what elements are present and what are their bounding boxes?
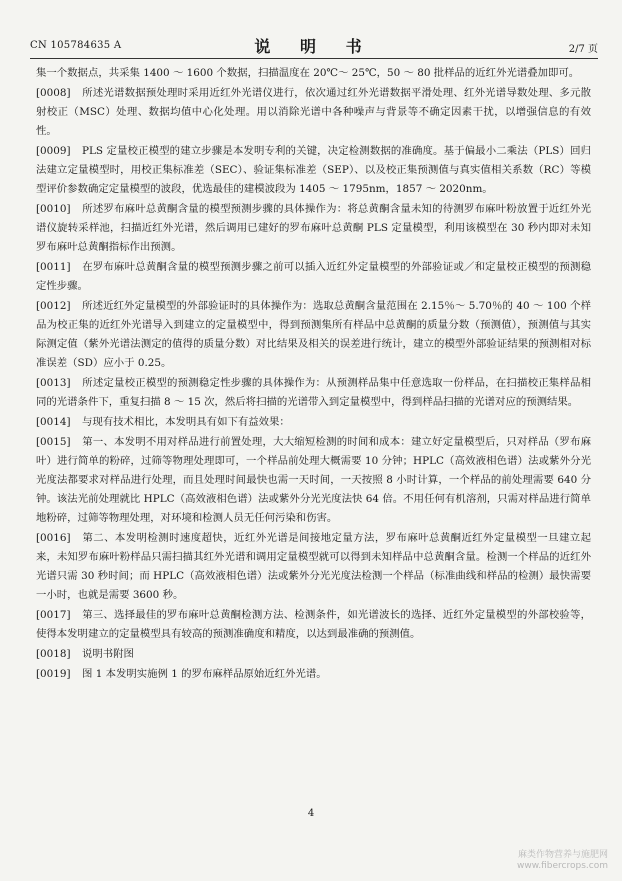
- paragraph: [36, 84, 591, 141]
- paragraph-number: [0011]: [36, 261, 71, 273]
- paragraph-text: 与现有技术相比，本发明具有如下有益效果：: [82, 416, 290, 428]
- paragraph-text: 在罗布麻叶总黄酮含量的模型预测步骤之前可以插入近红外定量模型的外部验证或／和定量校正模型的预测稳定性步骤。: [36, 261, 591, 292]
- paragraph: [36, 529, 591, 605]
- paragraph: [36, 297, 591, 373]
- paragraph-number: [0016]: [36, 532, 71, 544]
- paragraph-number: [0012]: [36, 300, 71, 312]
- paragraph-text: 第二、本发明检测时速度超快，近红外光谱是间接地定量方法，罗布麻叶总黄酮近红外定量模型一旦建立起来，未知罗布麻叶粉样品只需扫描其红外光谱和调用定量模型就可以得到未知样品中总黄酮含量。检测一个样品的近红外光谱只需 30 秒时间；而 HPLC（高效液相色谱）法或紫外分光光度法检测一个样品（标准曲线和样品的检测）最快需要一小时，也就是需要 3600 秒。: [36, 532, 591, 601]
- paragraph: [36, 433, 591, 528]
- paragraph-number: [0010]: [36, 203, 71, 215]
- paragraph: [36, 645, 591, 664]
- paragraph: [36, 374, 591, 412]
- paragraph-text: PLS 定量校正模型的建立步骤是本发明专利的关键，决定检测数据的准确度。基于偏最小二乘法（PLS）回归法建立定量模型时，用校正集标准差（SEC）、验证集标准差（SEP）、以及校正集预测值与真实值相关系数（RC）等模型评价参数确定定量模型的波段，优选最佳的建模波段为 1405 ～ 1795nm，1857 ～ 2020nm。: [36, 145, 591, 195]
- document-title: 说 明 书: [254, 37, 374, 56]
- paragraph: [36, 606, 591, 644]
- paragraph-text: 图 1 本发明实施例 1 的罗布麻样品原始近红外光谱。: [82, 668, 327, 680]
- paragraph-number: [0014]: [36, 416, 71, 428]
- header-rule: [30, 58, 598, 59]
- paragraph-text: 第三、选择最佳的罗布麻叶总黄酮检测方法、检测条件，如光谱波长的选择、近红外定量模型的外部校验等，使得本发明建立的定量模型具有较高的预测准确度和精度，以达到最准确的预测值。: [36, 609, 591, 640]
- paragraph-text: 所述定量校正模型的预测稳定性步骤的具体操作为：从预测样品集中任意选取一份样品，在扫描校正集样品相同的光谱条件下，重复扫描 8 ～ 15 次，然后将扫描的光谱带入到定量模型中，得到样品扫描的光谱对应的预测结果。: [36, 377, 591, 408]
- paragraph: [36, 665, 591, 684]
- paragraph-number: [0017]: [36, 609, 71, 621]
- watermark-url: www.fibercrops.com: [517, 861, 608, 871]
- paragraph: [36, 413, 591, 432]
- paragraph-text: 所述罗布麻叶总黄酮含量的模型预测步骤的具体操作为：将总黄酮含量未知的待测罗布麻叶粉放置于近红外光谱仪旋转采样池，扫描近红外光谱，然后调用已建好的罗布麻叶总黄酮 PLS 定量模型，利用该模型在 30 秒内即对未知罗布麻叶总黄酮指标作出预测。: [36, 203, 591, 253]
- paragraph-number: [0009]: [36, 145, 71, 157]
- paragraph-number: [0008]: [36, 87, 71, 99]
- document-body: [36, 64, 591, 685]
- paragraph-text: 所述光谱数据预处理时采用近红外光谱仪进行，依次通过红外光谱数据平滑处理、红外光谱导数处理、多元散射校正（MSC）处理、数据均值中心化处理。用以消除光谱中各种噪声与背景等不确定因素干扰，以增强信息的有效性。: [36, 87, 591, 137]
- paragraph-number: [0019]: [36, 668, 71, 680]
- paragraph-number: [0015]: [36, 436, 71, 448]
- site-watermark: [517, 850, 608, 872]
- paragraph-text: 说明书附图: [82, 648, 134, 660]
- paragraph-text: 集一个数据点，共采集 1400 ～ 1600 个数据，扫描温度在 20℃～ 25℃，50 ～ 80 批样品的近红外光谱叠加即可。: [36, 67, 580, 79]
- patent-number: CN 105784635 A: [30, 40, 122, 51]
- paragraph-text: 第一、本发明不用对样品进行前置处理，大大缩短检测的时间和成本：建立好定量模型后，只对样品（罗布麻叶）进行简单的粉碎，过筛等物理处理即可，一个样品前处理大概需要 10 分钟；HPLC（高效液相色谱）法或紫外分光光度法都要求对样品进行处理，而且处理时间最快也需一天时间，一天按照 8 小时计算，一个样品的前处理需要 640 分钟。该法光前处理就比 HPLC（高效液相色谱）法或紫外分光光度法快 64 倍。不用任何有机溶剂，只需对样品进行简单地粉碎，过筛等物理处理，对环境和检测人员无任何污染和伤害。: [36, 436, 591, 524]
- watermark-site-name: 麻类作物营养与施肥网: [517, 850, 608, 860]
- page-info: 2/7 页: [568, 44, 598, 55]
- paragraph-text: 所述近红外定量模型的外部验证时的具体操作为：选取总黄酮含量范围在 2.15％～ 5.70％的 40 ～ 100 个样品为校正集的近红外光谱导入到建立的定量模型中，得到预测集所有样品中总黄酮的质量分数（预测值），预测值与其实际测定值（紫外光谱法测定的值得的质量分数）对比结果及相关的误差进行统计，建立的模型外部验证结果的预测相对标准误差（SD）应小于 0.25。: [36, 300, 591, 369]
- paragraph-number: [0018]: [36, 648, 71, 660]
- paragraph: [36, 200, 591, 257]
- paragraph-number: [0013]: [36, 377, 71, 389]
- page-header: [30, 34, 598, 56]
- paragraph: [36, 142, 591, 199]
- page-number: 4: [307, 808, 315, 819]
- paragraph: [36, 258, 591, 296]
- paragraph: [36, 64, 591, 83]
